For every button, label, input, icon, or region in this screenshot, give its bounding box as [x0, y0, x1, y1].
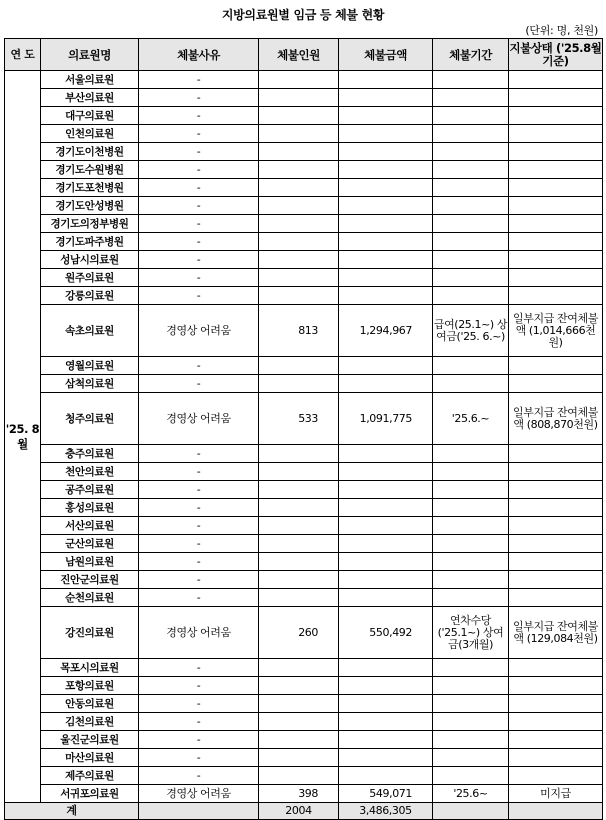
people-cell: [259, 269, 339, 287]
period-cell: '25.6.~: [433, 393, 509, 445]
status-cell: 일부지급 잔여체불액 (129,084천원): [509, 607, 603, 659]
status-cell: [509, 269, 603, 287]
reason-cell: -: [139, 179, 259, 197]
amount-cell: [339, 233, 433, 251]
total-amount: 3,486,305: [339, 803, 433, 820]
hospital-name-cell: 홍성의료원: [41, 499, 139, 517]
hospital-name-cell: 충주의료원: [41, 445, 139, 463]
period-cell: [433, 375, 509, 393]
hospital-name-cell: 순천의료원: [41, 589, 139, 607]
period-cell: [433, 695, 509, 713]
status-cell: [509, 749, 603, 767]
amount-cell: [339, 481, 433, 499]
arrears-table: [4, 38, 603, 820]
status-cell: [509, 677, 603, 695]
hospital-name-cell: 경기도이천병원: [41, 143, 139, 161]
reason-cell: -: [139, 499, 259, 517]
header-hospital: 의료원명: [41, 39, 139, 71]
status-cell: [509, 125, 603, 143]
hospital-name-cell: 영월의료원: [41, 357, 139, 375]
status-cell: [509, 251, 603, 269]
status-cell: [509, 143, 603, 161]
table-row: [5, 305, 603, 357]
table-row: [5, 517, 603, 535]
table-row: [5, 375, 603, 393]
amount-cell: [339, 161, 433, 179]
reason-cell: -: [139, 215, 259, 233]
period-cell: [433, 357, 509, 375]
hospital-name-cell: 강릉의료원: [41, 287, 139, 305]
reason-cell: -: [139, 677, 259, 695]
hospital-name-cell: 부산의료원: [41, 89, 139, 107]
status-cell: [509, 161, 603, 179]
hospital-name-cell: 강진의료원: [41, 607, 139, 659]
page-title: 지방의료원별 임금 등 체불 현황: [221, 8, 385, 22]
reason-cell: -: [139, 89, 259, 107]
period-cell: [433, 179, 509, 197]
period-cell: [433, 677, 509, 695]
period-cell: [433, 287, 509, 305]
table-row: [5, 393, 603, 445]
status-cell: [509, 197, 603, 215]
amount-cell: [339, 695, 433, 713]
hospital-name-cell: 진안군의료원: [41, 571, 139, 589]
people-cell: [259, 445, 339, 463]
amount-cell: [339, 71, 433, 89]
amount-cell: [339, 357, 433, 375]
status-cell: [509, 179, 603, 197]
people-cell: [259, 287, 339, 305]
hospital-name-cell: 인천의료원: [41, 125, 139, 143]
amount-cell: [339, 731, 433, 749]
people-cell: [259, 375, 339, 393]
amount-cell: 549,071: [339, 785, 433, 803]
amount-cell: 1,091,775: [339, 393, 433, 445]
amount-cell: [339, 553, 433, 571]
reason-cell: -: [139, 713, 259, 731]
header-people: 체불인원: [259, 39, 339, 71]
table-row: [5, 571, 603, 589]
reason-cell: -: [139, 481, 259, 499]
reason-cell: 경영상 어려움: [139, 785, 259, 803]
amount-cell: [339, 517, 433, 535]
reason-cell: 경영상 어려움: [139, 305, 259, 357]
people-cell: [259, 463, 339, 481]
table-row: [5, 499, 603, 517]
hospital-name-cell: 김천의료원: [41, 713, 139, 731]
hospital-name-cell: 경기도파주병원: [41, 233, 139, 251]
amount-cell: [339, 107, 433, 125]
amount-cell: [339, 713, 433, 731]
people-cell: [259, 215, 339, 233]
people-cell: [259, 713, 339, 731]
amount-cell: [339, 125, 433, 143]
people-cell: 398: [259, 785, 339, 803]
hospital-name-cell: 서귀포의료원: [41, 785, 139, 803]
period-cell: [433, 589, 509, 607]
hospital-name-cell: 서울의료원: [41, 71, 139, 89]
hospital-name-cell: 경기도수원병원: [41, 161, 139, 179]
status-cell: [509, 695, 603, 713]
table-row: [5, 89, 603, 107]
reason-cell: -: [139, 161, 259, 179]
reason-cell: -: [139, 269, 259, 287]
status-cell: [509, 463, 603, 481]
period-cell: [433, 107, 509, 125]
table-row: [5, 785, 603, 803]
hospital-name-cell: 울진군의료원: [41, 731, 139, 749]
hospital-name-cell: 삼척의료원: [41, 375, 139, 393]
status-cell: [509, 571, 603, 589]
hospital-name-cell: 서산의료원: [41, 517, 139, 535]
period-cell: [433, 215, 509, 233]
table-body: [5, 71, 603, 820]
header-amount: 체불금액: [339, 39, 433, 71]
amount-cell: [339, 215, 433, 233]
amount-cell: [339, 197, 433, 215]
period-cell: [433, 659, 509, 677]
amount-cell: 550,492: [339, 607, 433, 659]
table-row: [5, 251, 603, 269]
table-row: [5, 287, 603, 305]
people-cell: [259, 251, 339, 269]
reason-cell: -: [139, 125, 259, 143]
table-row: [5, 607, 603, 659]
amount-cell: [339, 143, 433, 161]
people-cell: [259, 517, 339, 535]
unit-note: (단위: 명, 천원): [525, 24, 598, 37]
amount-cell: [339, 375, 433, 393]
amount-cell: [339, 589, 433, 607]
people-cell: [259, 179, 339, 197]
people-cell: [259, 659, 339, 677]
people-cell: [259, 749, 339, 767]
table-row: [5, 659, 603, 677]
reason-cell: -: [139, 731, 259, 749]
table-row: [5, 107, 603, 125]
table-row: [5, 677, 603, 695]
hospital-name-cell: 대구의료원: [41, 107, 139, 125]
amount-cell: [339, 535, 433, 553]
amount-cell: 1,294,967: [339, 305, 433, 357]
reason-cell: -: [139, 375, 259, 393]
people-cell: [259, 695, 339, 713]
people-cell: [259, 143, 339, 161]
reason-cell: -: [139, 749, 259, 767]
reason-cell: -: [139, 287, 259, 305]
reason-cell: -: [139, 233, 259, 251]
table-row: [5, 357, 603, 375]
header-status: 지불상태 ('25.8월기준): [509, 39, 603, 71]
people-cell: 260: [259, 607, 339, 659]
status-cell: [509, 535, 603, 553]
status-cell: [509, 89, 603, 107]
period-cell: [433, 749, 509, 767]
table-row: [5, 535, 603, 553]
table-row: [5, 161, 603, 179]
table-row: [5, 463, 603, 481]
period-cell: [433, 143, 509, 161]
period-cell: 연차수당 ('25.1~) 상여금(3개월): [433, 607, 509, 659]
hospital-name-cell: 청주의료원: [41, 393, 139, 445]
amount-cell: [339, 767, 433, 785]
period-cell: [433, 571, 509, 589]
people-cell: [259, 125, 339, 143]
status-cell: [509, 713, 603, 731]
header-reason: 체불사유: [139, 39, 259, 71]
hospital-name-cell: 원주의료원: [41, 269, 139, 287]
table-row: [5, 179, 603, 197]
reason-cell: -: [139, 251, 259, 269]
reason-cell: -: [139, 143, 259, 161]
amount-cell: [339, 251, 433, 269]
reason-cell: -: [139, 107, 259, 125]
status-cell: [509, 445, 603, 463]
people-cell: [259, 767, 339, 785]
reason-cell: -: [139, 571, 259, 589]
people-cell: [259, 589, 339, 607]
table-row: [5, 197, 603, 215]
amount-cell: [339, 571, 433, 589]
table-row: [5, 553, 603, 571]
amount-cell: [339, 89, 433, 107]
period-cell: [433, 517, 509, 535]
period-cell: [433, 713, 509, 731]
reason-cell: -: [139, 535, 259, 553]
amount-cell: [339, 445, 433, 463]
status-cell: [509, 499, 603, 517]
hospital-name-cell: 경기도의정부병원: [41, 215, 139, 233]
period-cell: [433, 269, 509, 287]
people-cell: [259, 499, 339, 517]
status-cell: 미지급: [509, 785, 603, 803]
hospital-name-cell: 경기도포천병원: [41, 179, 139, 197]
status-cell: [509, 107, 603, 125]
period-cell: [433, 499, 509, 517]
reason-cell: 경영상 어려움: [139, 607, 259, 659]
reason-cell: -: [139, 553, 259, 571]
period-cell: [433, 125, 509, 143]
status-cell: [509, 481, 603, 499]
people-cell: [259, 731, 339, 749]
period-cell: 급여(25.1~) 상여금('25. 6.~): [433, 305, 509, 357]
status-cell: [509, 767, 603, 785]
period-cell: [433, 89, 509, 107]
people-cell: [259, 553, 339, 571]
period-cell: [433, 233, 509, 251]
amount-cell: [339, 749, 433, 767]
table-row: [5, 713, 603, 731]
amount-cell: [339, 499, 433, 517]
people-cell: [259, 357, 339, 375]
reason-cell: -: [139, 767, 259, 785]
amount-cell: [339, 269, 433, 287]
hospital-name-cell: 목포시의료원: [41, 659, 139, 677]
period-cell: [433, 251, 509, 269]
people-cell: [259, 161, 339, 179]
table-row: [5, 695, 603, 713]
people-cell: [259, 197, 339, 215]
reason-cell: -: [139, 71, 259, 89]
header-row: [5, 39, 603, 71]
people-cell: [259, 677, 339, 695]
table-row: [5, 731, 603, 749]
hospital-name-cell: 마산의료원: [41, 749, 139, 767]
header-year: 연 도: [5, 39, 41, 71]
table-row: [5, 767, 603, 785]
hospital-name-cell: 군산의료원: [41, 535, 139, 553]
people-cell: [259, 107, 339, 125]
reason-cell: -: [139, 695, 259, 713]
reason-cell: -: [139, 357, 259, 375]
amount-cell: [339, 287, 433, 305]
table-row: [5, 445, 603, 463]
hospital-name-cell: 안동의료원: [41, 695, 139, 713]
reason-cell: -: [139, 517, 259, 535]
status-cell: 일부지급 잔여체불액 (1,014,666천원): [509, 305, 603, 357]
amount-cell: [339, 659, 433, 677]
period-cell: [433, 535, 509, 553]
status-cell: [509, 71, 603, 89]
year-cell: '25. 8월: [5, 71, 41, 803]
total-status-cell: [509, 803, 603, 820]
status-cell: [509, 659, 603, 677]
table-row: [5, 481, 603, 499]
amount-cell: [339, 179, 433, 197]
reason-cell: -: [139, 589, 259, 607]
period-cell: [433, 767, 509, 785]
people-cell: [259, 571, 339, 589]
status-cell: [509, 731, 603, 749]
total-people: 2004: [259, 803, 339, 820]
people-cell: [259, 481, 339, 499]
people-cell: [259, 89, 339, 107]
period-cell: '25.6~: [433, 785, 509, 803]
table-row: [5, 749, 603, 767]
hospital-name-cell: 속초의료원: [41, 305, 139, 357]
hospital-name-cell: 제주의료원: [41, 767, 139, 785]
status-cell: [509, 375, 603, 393]
period-cell: [433, 197, 509, 215]
amount-cell: [339, 463, 433, 481]
hospital-name-cell: 남원의료원: [41, 553, 139, 571]
table-row: [5, 143, 603, 161]
hospital-name-cell: 공주의료원: [41, 481, 139, 499]
people-cell: [259, 233, 339, 251]
table-row: [5, 233, 603, 251]
people-cell: 813: [259, 305, 339, 357]
period-cell: [433, 445, 509, 463]
reason-cell: -: [139, 659, 259, 677]
hospital-name-cell: 천안의료원: [41, 463, 139, 481]
status-cell: [509, 553, 603, 571]
people-cell: [259, 71, 339, 89]
reason-cell: -: [139, 197, 259, 215]
status-cell: [509, 233, 603, 251]
period-cell: [433, 71, 509, 89]
table-row: [5, 71, 603, 89]
reason-cell: 경영상 어려움: [139, 393, 259, 445]
status-cell: 일부지급 잔여체불액 (808,870천원): [509, 393, 603, 445]
table-row: [5, 215, 603, 233]
total-label: 계: [5, 803, 139, 820]
period-cell: [433, 553, 509, 571]
amount-cell: [339, 677, 433, 695]
hospital-name-cell: 경기도안성병원: [41, 197, 139, 215]
reason-cell: -: [139, 463, 259, 481]
status-cell: [509, 357, 603, 375]
period-cell: [433, 481, 509, 499]
total-reason-cell: [139, 803, 259, 820]
people-cell: [259, 535, 339, 553]
total-period-cell: [433, 803, 509, 820]
people-cell: 533: [259, 393, 339, 445]
reason-cell: -: [139, 445, 259, 463]
period-cell: [433, 161, 509, 179]
period-cell: [433, 731, 509, 749]
period-cell: [433, 463, 509, 481]
table-row: [5, 589, 603, 607]
table-row: [5, 125, 603, 143]
header-period: 체불기간: [433, 39, 509, 71]
total-row: [5, 803, 603, 820]
table-row: [5, 269, 603, 287]
hospital-name-cell: 포항의료원: [41, 677, 139, 695]
hospital-name-cell: 성남시의료원: [41, 251, 139, 269]
status-cell: [509, 287, 603, 305]
status-cell: [509, 215, 603, 233]
status-cell: [509, 589, 603, 607]
status-cell: [509, 517, 603, 535]
